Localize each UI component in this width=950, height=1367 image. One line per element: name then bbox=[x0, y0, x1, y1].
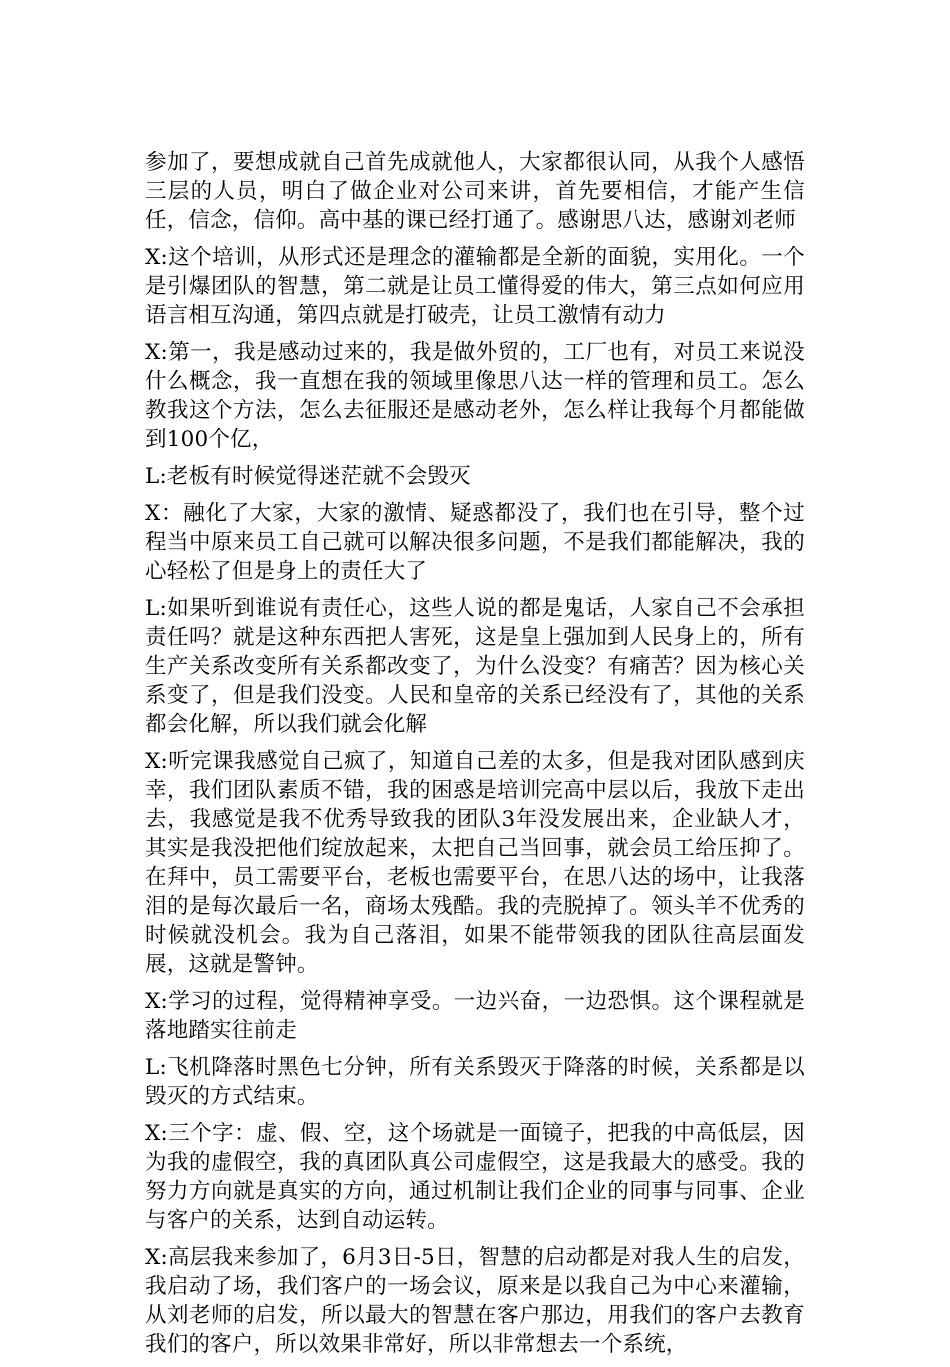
paragraph-6: L:如果听到谁说有责任心，这些人说的都是鬼话，人家自己不会承担责任吗？就是这种东西把人害死，这是皇上强加到人民身上的，所有生产关系改变所有关系都改变了，为什么没变？有痛苦？因为核心关系变了，但是我们没变。人民和皇帝的关系已经没有了，其他的关系都会化解，所以我们就会化解 bbox=[145, 596, 805, 737]
paragraph-3: X:第一，我是感动过来的，我是做外贸的，工厂也有，对员工来说没什么概念，我一直想在我的领域里像思八达一样的管理和员工。怎么教我这个方法，怎么去征服还是感动老外，怎么样让我每个月都能做到100个亿， bbox=[145, 340, 805, 452]
paragraph-1: 参加了，要想成就自己首先成就他人，大家都很认同，从我个人感悟三层的人员，明白了做企业对公司来讲，首先要相信，才能产生信任，信念，信仰。高中基的课已经打通了。感谢思八达，感谢刘老师 bbox=[145, 150, 805, 233]
paragraph-11: X:高层我来参加了，6月3日-5日，智慧的启动都是对我人生的启发，我启动了场，我们客户的一场会议，原来是以我自己为中心来灌输，从刘老师的启发，所以最大的智慧在客户那边，用我们的客户去教育我们的客户，所以效果非常好，所以非常想去一个系统， bbox=[145, 1245, 805, 1357]
paragraph-7: X:听完课我感觉自己疯了，知道自己差的太多，但是我对团队感到庆幸，我们团队素质不错，我的困惑是培训完高中层以后，我放下走出去，我感觉是我不优秀导致我的团队3年没发展出来，企业缺人才，其实是我没把他们绽放起来，太把自己当回事，就会员工给压抑了。在拜中，员工需要平台，老板也需要平台，在思八达的场中，让我落泪的是每次最后一名，商场太残酷。我的壳脱掉了。领头羊不优秀的时候就没机会。我为自己落泪，如果不能带领我的团队往高层面发展，这就是警钟。 bbox=[145, 749, 805, 977]
paragraph-5: X：融化了大家，大家的激情、疑惑都没了，我们也在引导，整个过程当中原来员工自己就可以解决很多问题，不是我们都能解决，我的心轻松了但是身上的责任大了 bbox=[145, 501, 805, 584]
paragraph-9: L:飞机降落时黑色七分钟，所有关系毁灭于降落的时候，关系都是以毁灭的方式结束。 bbox=[145, 1055, 805, 1109]
paragraph-4: L:老板有时候觉得迷茫就不会毁灭 bbox=[145, 464, 471, 489]
paragraph-2: X:这个培训，从形式还是理念的灌输都是全新的面貌，实用化。一个是引爆团队的智慧，第二就是让员工懂得爱的伟大，第三点如何应用语言相互沟通，第四点就是打破壳，让员工激情有动力 bbox=[145, 245, 805, 328]
paragraph-8: X:学习的过程，觉得精神享受。一边兴奋，一边恐惧。这个课程就是落地踏实往前走 bbox=[145, 989, 805, 1043]
paragraph-10: X:三个字：虚、假、空，这个场就是一面镜子，把我的中高低层，因为我的虚假空，我的真团队真公司虚假空，这是我最大的感受。我的努力方向就是真实的方向，通过机制让我们企业的同事与同事、企业与客户的关系，达到自动运转。 bbox=[145, 1121, 805, 1233]
document-body bbox=[145, 148, 805, 1367]
